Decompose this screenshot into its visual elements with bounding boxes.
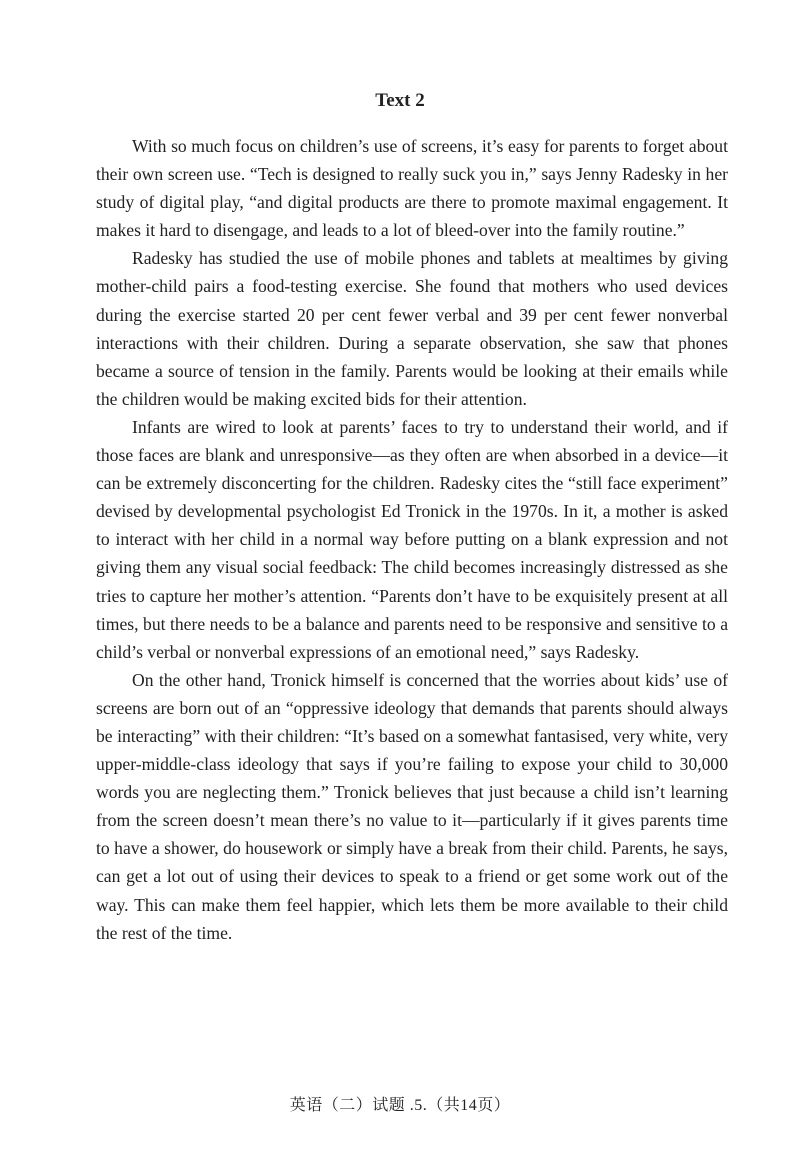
section-title: Text 2 xyxy=(375,90,425,111)
paragraph-2: Radesky has studied the use of mobile phones and tablets at mealtimes by giving mother-child pairs a food-testing exercise. She found that mothers who used devices during the exercise started 20 per cent fewer verbal and 39 per cent fewer nonverbal interactions with their children. During a separate observation, she saw that phones became a source of tension in the family. Parents would be looking at their emails while the children would be making excited bids for their attention. xyxy=(96,248,728,409)
paragraph-4: On the other hand, Tronick himself is concerned that the worries about kids’ use of screens are born out of an “oppressive ideology that demands that parents should always be interacting” with their children: “It’s based on a somewhat fantasised, very white, very upper-middle-class ideology that says if you’re failing to expose your child to 30,000 words you are neglecting them.” Tronick believes that just because a child isn’t learning from the screen doesn’t mean there’s no value to it—particularly if it gives parents time to have a shower, do housework or simply have a break from their child. Parents, he says, can get a lot out of using their devices to speak to a friend or get some work out of the way. This can make them feel happier, which lets them be more available to their child the rest of the time. xyxy=(96,669,728,943)
page-footer: 英语（二）试题 .5.（共14页） xyxy=(289,1097,511,1114)
passage-body xyxy=(96,132,728,947)
paragraph-3: Infants are wired to look at parents’ faces to try to understand their world, and if those faces are blank and unresponsive—as they often are when absorbed in a device—it can be extremely disconcerting for the children. Radesky cites the “still face experiment” devised by developmental psychologist Ed Tronick in the 1970s. In it, a mother is asked to interact with her child in a normal way before putting on a blank expression and not giving them any visual social feedback: The child becomes increasingly distressed as she tries to capture her mother’s attention. “Parents don’t have to be exquisitely present at all times, but there needs to be a balance and parents need to be responsive and sensitive to a child’s verbal or nonverbal expressions of an emotional need,” says Radesky. xyxy=(96,416,728,662)
paragraph-1: With so much focus on children’s use of screens, it’s easy for parents to forget about their own screen use. “Tech is designed to really suck you in,” says Jenny Radesky in her study of digital play, “and digital products are there to promote maximal engagement. It makes it hard to disengage, and leads to a lot of bleed-over into the family routine.” xyxy=(96,136,728,241)
